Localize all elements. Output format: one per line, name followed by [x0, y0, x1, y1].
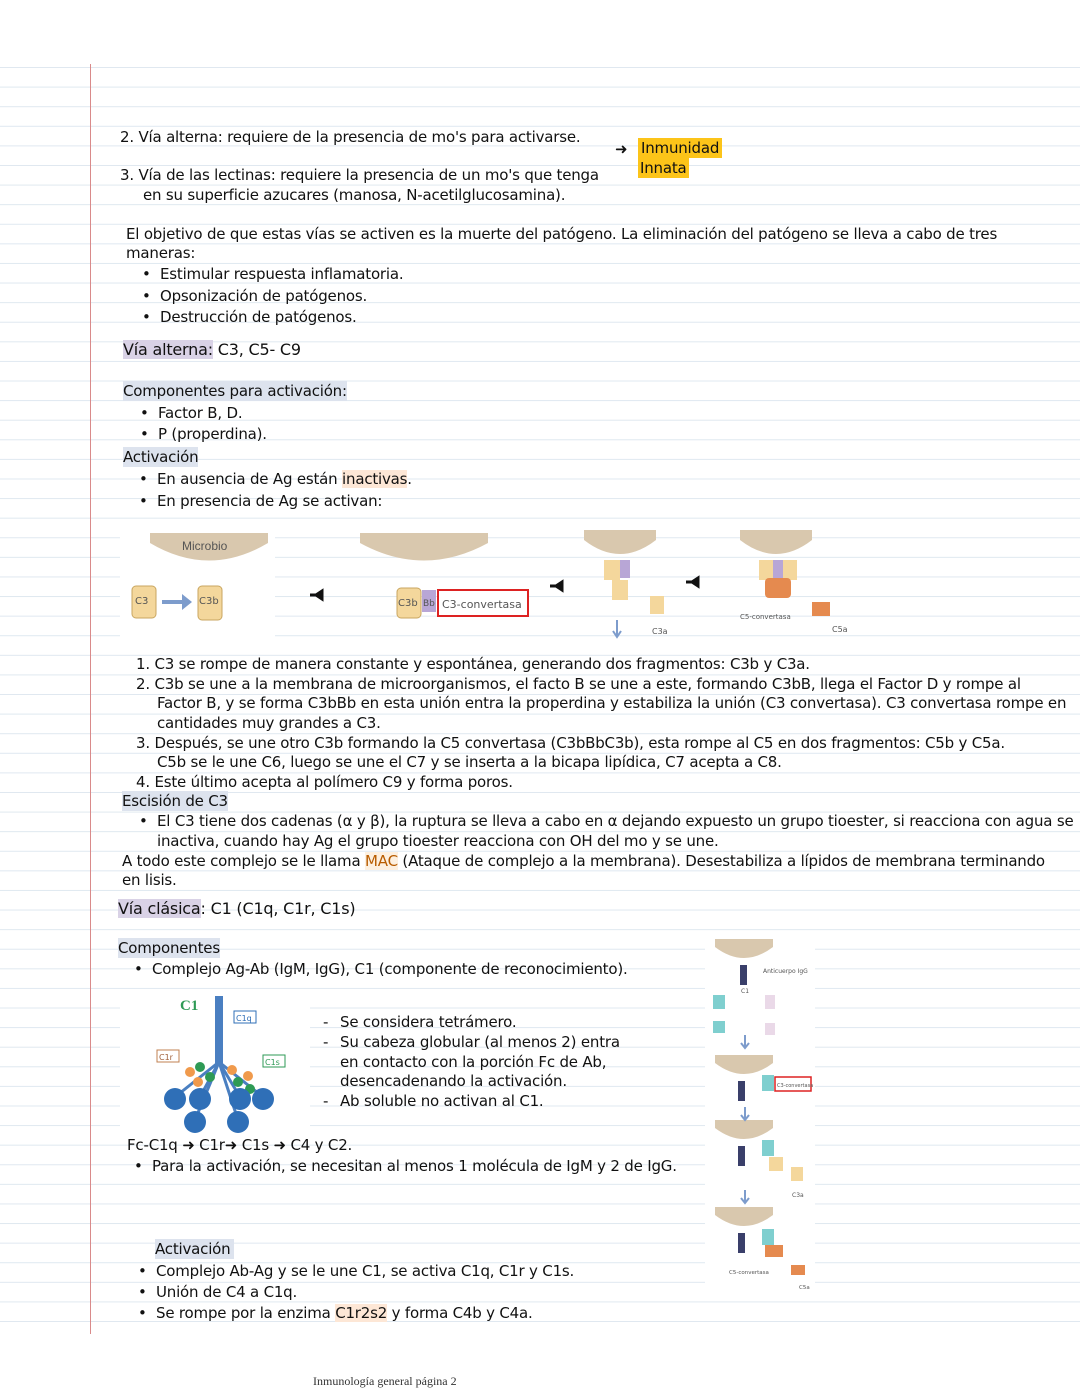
objective-bullet: • Estimular respuesta inflamatoria. [160, 264, 403, 284]
dash-item: - [323, 1033, 329, 1051]
escision-item-cont: inactiva, cuando hay Ag el grupo tioester reacciona con OH del mo y se une. [157, 832, 719, 850]
svg-text:C5-convertasa: C5-convertasa [729, 1270, 769, 1276]
alternative-pathway-diagram [120, 528, 860, 643]
objective-bullet: • Opsonización de patógenos. [160, 286, 367, 306]
mac-text: A todo este complejo se le llama MAC (Ataque de complejo a la membrana). Desestabiliza a lípidos de membrana terminando [122, 852, 1045, 870]
step-2-cont: cantidades muy grandes a C3. [157, 714, 381, 732]
objective-text: El objetivo de que estas vías se activen es la muerte del patógeno. La eliminación del patógeno se lleva a cabo de tres [126, 225, 998, 243]
svg-text:C1q: C1q [236, 1014, 252, 1023]
section-title-clasica: Vía clásica: C1 (C1q, C1r, C1s) [118, 899, 356, 918]
svg-text:C5-convertasa: C5-convertasa [740, 613, 791, 621]
dash-item-text: en contacto con la porción Fc de Ab, [340, 1053, 607, 1071]
intro-item-3: 3. Vía de las lectinas: requiere la presencia de un mo's que tenga [120, 166, 599, 184]
svg-text:C1: C1 [180, 998, 199, 1014]
activation-note: • Para la activación, se necesitan al menos 1 molécula de IgM y 2 de IgG. [152, 1156, 677, 1176]
svg-text:C3-convertasa: C3-convertasa [442, 598, 522, 611]
side-note-2: Innata [640, 159, 687, 177]
dash-item-text: Su cabeza globular (al menos 2) entra [340, 1033, 620, 1051]
svg-text:C3a: C3a [652, 627, 668, 636]
arrow-icon: ➜ [615, 140, 628, 158]
margin-line [90, 64, 91, 1334]
cascade: Fc-C1q ➜ C1r➜ C1s ➜ C4 y C2. [127, 1136, 353, 1154]
step-4: 4. Este último acepta al polímero C9 y forma poros. [136, 773, 513, 791]
arrow-icon: ➜ [182, 1136, 195, 1154]
arrow-icon: ➜ [224, 1136, 238, 1154]
intro-item-2: 2. Vía alterna: requiere de la presencia de mo's para activarse. [120, 128, 581, 146]
c1-structure-diagram [120, 992, 310, 1137]
mac-text-2: en lisis. [122, 871, 177, 889]
svg-text:C1s: C1s [265, 1058, 280, 1067]
svg-text:Bb: Bb [423, 599, 435, 609]
side-note: Inmunidad [638, 138, 722, 158]
dash-item-text: Se considera tetrámero. [340, 1013, 517, 1031]
activation-item: • Unión de C4 a C1q. [156, 1282, 297, 1302]
component-item: • P (properdina). [158, 424, 267, 444]
page-bottom [0, 1334, 1080, 1400]
svg-text:C5a: C5a [799, 1285, 810, 1291]
section-title-alterna: Vía alterna: C3, C5- C9 [123, 340, 301, 359]
escision-item: • El C3 tiene dos cadenas (α y β), la ruptura se lleva a cabo en α dejando expuesto un grupo tioester, si reacciona con agua se [157, 811, 1074, 831]
step-1: 1. C3 se rompe de manera constante y espontánea, generando dos fragmentos: C3b y C3a. [136, 655, 810, 673]
label-microbio: Microbio [182, 539, 228, 553]
activation-item: • Complejo Ab-Ag y se le une C1, se activa C1q, C1r y C1s. [156, 1261, 574, 1281]
step-3-cont: C5b se le une C6, luego se une el C7 y se inserta a la bicapa lipídica, C7 acepta a C8. [157, 753, 782, 771]
step-3: 3. Después, se une otro C3b formando la C5 convertasa (C3bBbC3b), esta rompe al C5 en dos fragmentos: C5b y C5a. [136, 734, 1005, 752]
classical-pathway-diagram [705, 935, 815, 1295]
activation-item: • En presencia de Ag se activan: [157, 491, 382, 511]
page-footer: Inmunología general página 2 [313, 1374, 457, 1388]
svg-text:Anticuerpo IgG: Anticuerpo IgG [763, 968, 808, 975]
svg-text:C3-convertasa: C3-convertasa [777, 1083, 814, 1089]
svg-text:C3b: C3b [398, 598, 418, 609]
page-top [0, 0, 1080, 66]
svg-text:C1: C1 [741, 988, 750, 995]
intro-item-3-cont: en su superficie azucares (manosa, N-acetilglucosamina). [143, 186, 566, 204]
component-item: • Complejo Ag-Ab (IgM, IgG), C1 (componente de reconocimiento). [152, 959, 628, 979]
dash-item: - [323, 1092, 329, 1110]
objective-text-2: maneras: [126, 244, 196, 262]
dash-item: - [323, 1013, 329, 1031]
escision-heading: Escisión de C3 [122, 792, 228, 810]
svg-text:C3b: C3b [199, 596, 219, 607]
activation-item: • En ausencia de Ag están inactivas. [157, 469, 412, 489]
arrow-icon: ➜ [273, 1136, 286, 1154]
components-heading: Componentes [118, 939, 220, 957]
svg-text:C1r: C1r [159, 1053, 173, 1062]
step-2-cont: Factor B, y se forma C3bBb en esta unión entra la properdina y estabiliza la unión (C3 convertasa). C3 convertasa rompe en [157, 694, 1067, 712]
activation-heading-clasica: Activación [155, 1239, 234, 1259]
dash-item-text: Ab soluble no activan al C1. [340, 1092, 544, 1110]
dash-item-text: desencadenando la activación. [340, 1072, 567, 1090]
activation-item: • Se rompe por la enzima C1r2s2 y forma C4b y C4a. [156, 1303, 533, 1323]
step-2: 2. C3b se une a la membrana de microorganismos, el facto B se une a este, formando C3bB, llega el Factor D y rompe al [136, 675, 1021, 693]
svg-text:C3a: C3a [792, 1192, 804, 1199]
component-item: • Factor B, D. [158, 403, 242, 423]
components-heading: Componentes para activación: [123, 382, 347, 400]
activation-heading: Activación [123, 448, 199, 466]
objective-bullet: • Destrucción de patógenos. [160, 307, 357, 327]
svg-text:C5a: C5a [832, 625, 848, 634]
svg-text:C3: C3 [135, 596, 149, 607]
